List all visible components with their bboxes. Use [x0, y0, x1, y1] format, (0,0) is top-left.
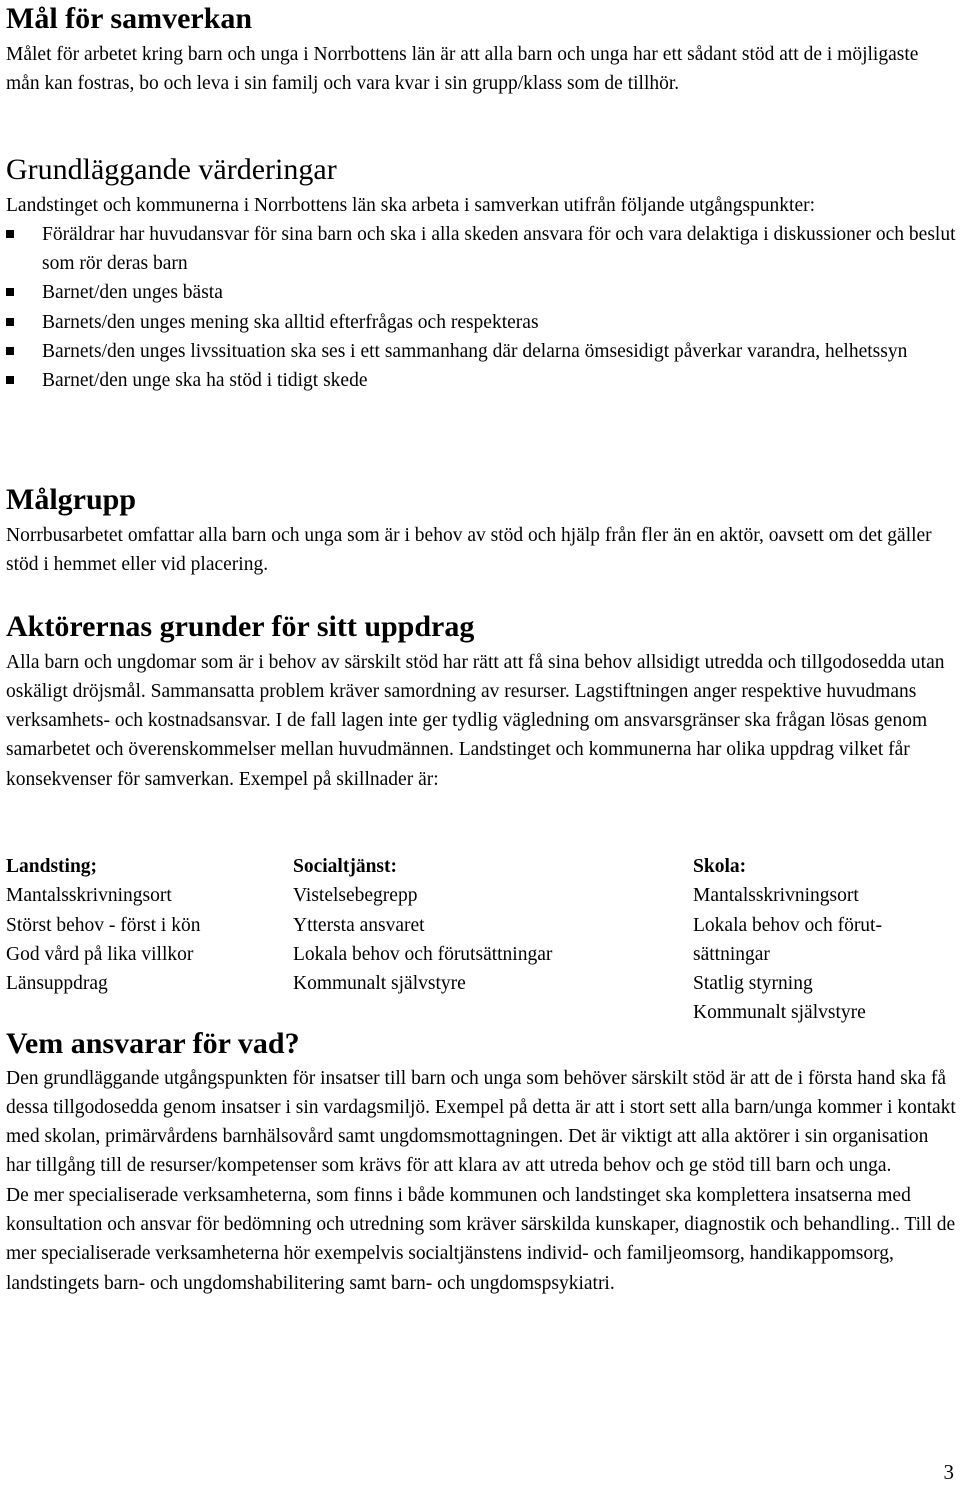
section-aktorer — [6, 610, 956, 794]
list-item-text: Barnets/den unges livssituation ska ses i ett sammanhang där delarna ömsesidigt påverkar varandra, helhetssyn — [42, 340, 908, 362]
list-item: Mantalsskrivningsort — [693, 885, 859, 907]
list-item — [6, 337, 956, 366]
list-item — [6, 366, 956, 395]
list-item: Statlig styrning — [693, 973, 813, 995]
column-heading-landsting: Landsting; — [6, 856, 98, 877]
ansvar-paragraph: Den grundläggande utgångspunkten för insatser till barn och unga som behöver särskilt stöd är att de i första hand ska få dessa tillgodosedda genom insatser i sin vardagsmiljö. Exempel på detta är att i stort sett alla barn/unga kommer i kontakt med skolan, primärvårdens barnhälsovård samt ungdomsmottagningen. Det är viktigt att alla aktörer i sin organisation har tillgång till de resurser/kompetenser som krävs för att klara av att utreda behov och ge stöd till barn och unga. — [6, 1067, 956, 1177]
list-item — [6, 220, 956, 279]
malgrupp-text: Norrbusarbetet omfattar alla barn och unga som är i behov av stöd och hjälp från fler än en aktör, oavsett om det gäller stöd i hemmet eller vid placering. — [6, 524, 932, 575]
column-landsting — [6, 852, 286, 998]
list-item: Vistelsebegrepp — [293, 885, 418, 907]
bullet-square-icon — [6, 318, 14, 326]
list-item-text: Barnets/den unges mening ska alltid efterfrågas och respekteras — [42, 311, 539, 333]
heading-ansvar: Vem ansvarar för vad? — [6, 1027, 300, 1060]
varderingar-list — [6, 220, 956, 396]
page-number: 3 — [943, 1460, 954, 1484]
bullet-square-icon — [6, 347, 14, 355]
aktorer-text: Alla barn och ungdomar som är i behov av särskilt stöd har rätt att få sina behov allsidigt utredda och tillgodosedda utan oskäligt dröjsmål. Sammansatta problem kräver samordning av resurser. Lagstiftningen anger respektive huvudmans verksamhets- och kostnadsansvar. I de fall lagen inte ger tydlig vägledning om ansvarsgränser ska frågan lösas genom samarbetet och överenskommelser mellan huvudmännen. Landstinget och kommunerna har olika uppdrag vilket får konsekvenser för samverkan. Exempel på skillnader är: — [6, 651, 945, 790]
list-item: Mantalsskrivningsort — [6, 885, 172, 907]
column-heading-socialtjanst: Socialtjänst: — [293, 856, 397, 877]
bullet-square-icon — [6, 230, 14, 238]
column-socialtjanst — [293, 852, 683, 998]
list-item — [6, 308, 956, 337]
heading-aktorer: Aktörernas grunder för sitt uppdrag — [6, 610, 475, 643]
column-heading-skola: Skola: — [693, 856, 747, 877]
list-item-text: Barnet/den unge ska ha stöd i tidigt skede — [42, 370, 368, 392]
list-item: Störst behov - först i kön — [6, 914, 201, 936]
list-item: Kommunalt självstyre — [293, 973, 466, 995]
heading-malgrupp: Målgrupp — [6, 483, 137, 516]
list-item: God vård på lika villkor — [6, 943, 194, 965]
list-item: sättningar — [693, 943, 770, 965]
section-ansvar — [6, 1027, 956, 1298]
comparison-columns — [6, 852, 956, 1027]
section-varderingar — [6, 153, 956, 396]
list-item-text: Barnet/den unges bästa — [42, 282, 223, 304]
list-item: Lokala behov och förut- — [693, 914, 882, 936]
mal-text: Målet för arbetet kring barn och unga i Norrbottens län är att alla barn och unga har ett sådant stöd att de i möjligaste mån kan fostras, bo och leva i sin familj och vara kvar i sin grupp/klass som de tillhör. — [6, 44, 919, 95]
heading-mal: Mål för samverkan — [6, 2, 253, 35]
bullet-square-icon — [6, 376, 14, 384]
list-item-text: Föräldrar har huvudansvar för sina barn och ska i alla skeden ansvara för och vara delaktiga i diskussioner och beslut som rör deras barn — [42, 223, 956, 275]
bullet-square-icon — [6, 288, 14, 296]
column-skola — [693, 852, 956, 1028]
list-item: Länsuppdrag — [6, 973, 108, 995]
list-item — [6, 278, 956, 307]
heading-varderingar: Grundläggande värderingar — [6, 153, 337, 186]
varderingar-intro: Landstinget och kommunerna i Norrbottens län ska arbeta i samverkan utifrån följande utgångspunkter: — [6, 194, 816, 216]
list-item: Kommunalt självstyre — [693, 1002, 866, 1024]
list-item: Lokala behov och förutsättningar — [293, 943, 553, 965]
ansvar-paragraph: De mer specialiserade verksamheterna, som finns i både kommunen och landstinget ska komplettera insatserna med konsultation och ansvar för bedömning och utredning som kräver särskilda kunskaper, diagnostik och behandling.. Till de mer specialiserade verksamheterna hör exempelvis socialtjänstens individ- och familjeomsorg, handikappomsorg, landstingets barn- och ungdomshabilitering samt barn- och ungdomspsykiatri. — [6, 1184, 956, 1294]
section-mal — [6, 40, 956, 99]
section-malgrupp — [6, 483, 956, 579]
list-item: Yttersta ansvaret — [293, 914, 425, 936]
